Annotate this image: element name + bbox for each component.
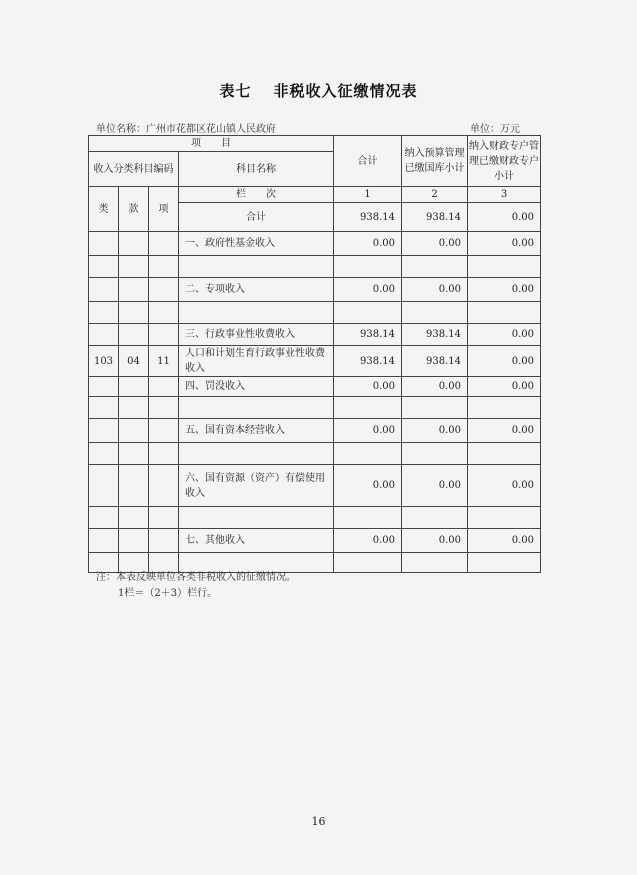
row-total: 0.00 (334, 419, 402, 443)
row-lei (89, 302, 119, 324)
table-row (89, 529, 541, 553)
row-total: 0.00 (334, 278, 402, 302)
row-fiscal: 0.00 (468, 529, 541, 553)
row-subject-name: 六、国有资源（资产）有偿使用收入 (179, 465, 334, 507)
header-xiang: 项 (149, 187, 179, 232)
header-row-1 (89, 136, 541, 152)
table-row (89, 346, 541, 377)
row-subject-name: 七、其他收入 (179, 529, 334, 553)
row-xiang: 11 (149, 346, 179, 377)
row-xiang (149, 419, 179, 443)
row-xiang (149, 529, 179, 553)
row-kuan (119, 324, 149, 346)
row-total: 0.00 (334, 529, 402, 553)
row-fiscal: 0.00 (468, 232, 541, 256)
table-row (89, 397, 541, 419)
row-fiscal: 0.00 (468, 278, 541, 302)
row-kuan (119, 419, 149, 443)
row-lei (89, 278, 119, 302)
row-xiang (149, 232, 179, 256)
table-row (89, 302, 541, 324)
row-budget (402, 397, 468, 419)
row-budget: 0.00 (402, 529, 468, 553)
row-fiscal: 0.00 (468, 419, 541, 443)
header-item: 项 目 (89, 136, 334, 152)
row-lei (89, 324, 119, 346)
row-subject-name: 一、政府性基金收入 (179, 232, 334, 256)
row-xiang (149, 443, 179, 465)
row-lei (89, 377, 119, 397)
header-kuan: 款 (119, 187, 149, 232)
row-lei (89, 529, 119, 553)
row-fiscal: 0.00 (468, 346, 541, 377)
row-total (334, 507, 402, 529)
row-lei: 103 (89, 346, 119, 377)
row-xiang (149, 465, 179, 507)
row-kuan (119, 529, 149, 553)
total-row-name: 合计 (179, 203, 334, 232)
row-xiang (149, 256, 179, 278)
header-lanci: 栏 次 (179, 187, 334, 203)
header-col-total: 合计 (334, 136, 402, 187)
table-row (89, 377, 541, 397)
header-col3: 3 (468, 187, 541, 203)
row-xiang (149, 278, 179, 302)
row-total (334, 397, 402, 419)
row-kuan (119, 465, 149, 507)
header-col2: 2 (402, 187, 468, 203)
row-subject-name (179, 443, 334, 465)
row-kuan (119, 256, 149, 278)
table-title (0, 80, 637, 101)
row-lei (89, 465, 119, 507)
row-kuan (119, 302, 149, 324)
row-total (334, 302, 402, 324)
row-kuan (119, 397, 149, 419)
row-xiang (149, 397, 179, 419)
row-budget: 0.00 (402, 377, 468, 397)
row-subject-name (179, 256, 334, 278)
row-kuan (119, 443, 149, 465)
row-fiscal (468, 397, 541, 419)
row-fiscal: 0.00 (468, 465, 541, 507)
header-col-fiscal: 纳入财政专户管理已缴财政专户小计 (468, 136, 541, 187)
row-kuan (119, 377, 149, 397)
row-xiang (149, 302, 179, 324)
header-subject-name: 科目名称 (179, 152, 334, 187)
row-budget: 938.14 (402, 346, 468, 377)
note-line-2: 1栏＝（2＋3）栏行。 (118, 588, 218, 599)
row-total: 938.14 (334, 324, 402, 346)
table-number: 表七 (219, 82, 252, 100)
row-lei (89, 256, 119, 278)
row-kuan (119, 232, 149, 256)
row-xiang (149, 324, 179, 346)
row-subject-name: 人口和计划生育行政事业性收费收入 (179, 346, 334, 377)
row-xiang (149, 377, 179, 397)
row-kuan: 04 (119, 346, 149, 377)
note-line-1: 注：本表反映单位各类非税收入的征缴情况。 (96, 572, 296, 583)
row-subject-name (179, 397, 334, 419)
row-budget (402, 256, 468, 278)
row-fiscal: 0.00 (468, 377, 541, 397)
row-total (334, 443, 402, 465)
row-budget: 0.00 (402, 278, 468, 302)
row-fiscal (468, 443, 541, 465)
total-row-total: 938.14 (334, 203, 402, 232)
row-subject-name (179, 302, 334, 324)
header-row-4 (89, 187, 541, 203)
row-fiscal: 0.00 (468, 324, 541, 346)
row-fiscal (468, 507, 541, 529)
row-total: 938.14 (334, 346, 402, 377)
row-subject-name: 四、罚没收入 (179, 377, 334, 397)
row-subject-name (179, 507, 334, 529)
row-budget (402, 302, 468, 324)
page-number: 16 (311, 815, 326, 828)
row-budget: 0.00 (402, 232, 468, 256)
row-subject-name: 三、行政事业性收费收入 (179, 324, 334, 346)
row-total (334, 553, 402, 573)
row-budget: 0.00 (402, 465, 468, 507)
table-row (89, 465, 541, 507)
row-lei (89, 419, 119, 443)
row-subject-name: 五、国有资本经营收入 (179, 419, 334, 443)
row-total: 0.00 (334, 232, 402, 256)
table-row (89, 507, 541, 529)
row-fiscal (468, 256, 541, 278)
table-row (89, 278, 541, 302)
table-row (89, 419, 541, 443)
table-row (89, 324, 541, 346)
row-budget (402, 507, 468, 529)
table-row (89, 232, 541, 256)
table-row (89, 256, 541, 278)
row-lei (89, 507, 119, 529)
row-total: 0.00 (334, 377, 402, 397)
row-budget: 0.00 (402, 419, 468, 443)
row-lei (89, 397, 119, 419)
row-budget (402, 443, 468, 465)
table-row (89, 443, 541, 465)
total-row-fiscal: 0.00 (468, 203, 541, 232)
header-col1: 1 (334, 187, 402, 203)
row-budget: 938.14 (402, 324, 468, 346)
table-title-text: 非税收入征缴情况表 (273, 82, 418, 100)
row-lei (89, 232, 119, 256)
header-lei: 类 (89, 187, 119, 232)
non-tax-revenue-table (88, 135, 541, 573)
row-xiang (149, 507, 179, 529)
row-budget (402, 553, 468, 573)
row-total (334, 256, 402, 278)
row-kuan (119, 507, 149, 529)
row-lei (89, 443, 119, 465)
unit-label: 单位：万元 (470, 124, 520, 135)
row-kuan (119, 278, 149, 302)
total-row-budget: 938.14 (402, 203, 468, 232)
row-fiscal (468, 302, 541, 324)
row-total: 0.00 (334, 465, 402, 507)
header-col-budget: 纳入预算管理已缴国库小计 (402, 136, 468, 187)
row-subject-name: 二、专项收入 (179, 278, 334, 302)
row-fiscal (468, 553, 541, 573)
header-code-group: 收入分类科目编码 (89, 152, 179, 187)
unit-name: 单位名称：广州市花都区花山镇人民政府 (96, 124, 276, 135)
